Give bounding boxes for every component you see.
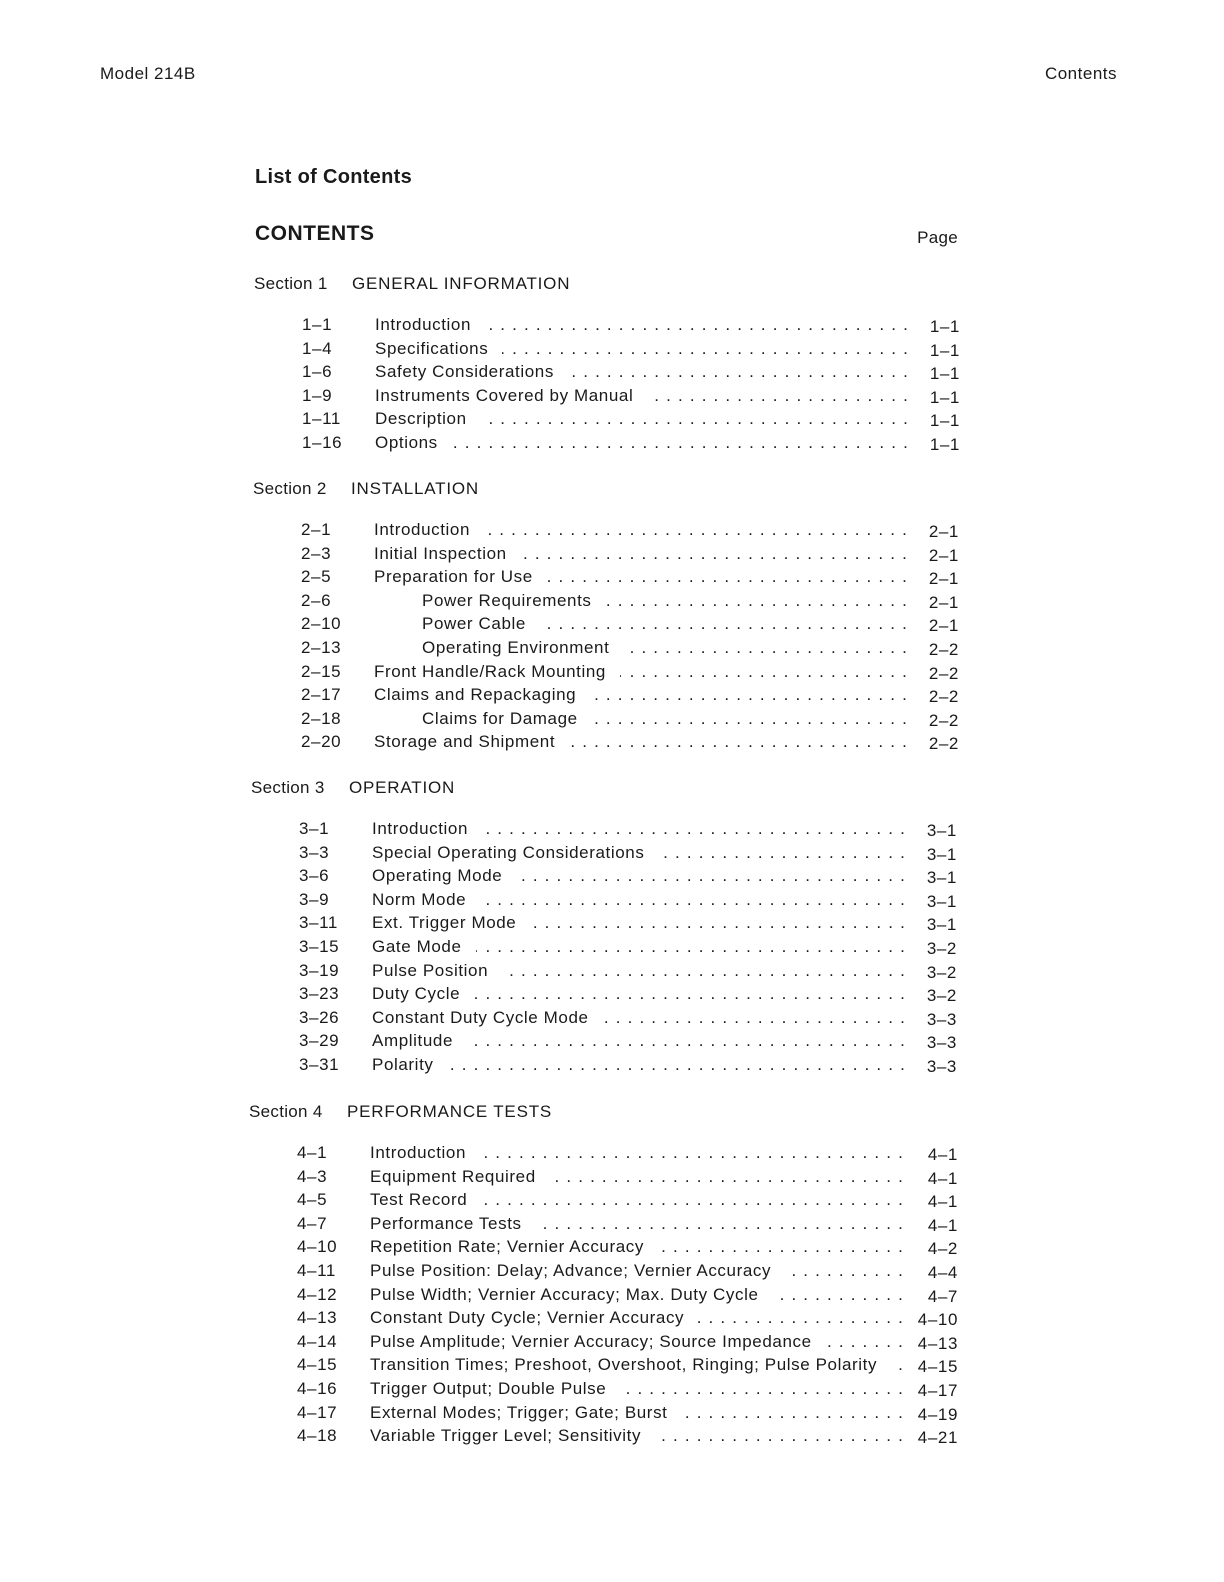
entry-title: Transition Times; Preshoot, Overshoot, Ringing; Pulse Polarity [370,1355,891,1374]
entry-page: 4–1 [927,1215,958,1235]
toc-entry[interactable] [251,961,961,985]
section-performance-tests [249,1102,959,1450]
section-installation [253,479,963,756]
entry-number: 1–9 [302,385,333,405]
toc-entry[interactable] [254,339,964,363]
entry-title: Introduction [374,520,484,539]
entry-number: 1–1 [302,315,333,334]
entry-number: 3–3 [299,842,330,862]
entry-number: 3–6 [299,866,330,886]
toc-entry-list [251,819,961,1079]
entry-title: External Modes; Trigger; Gate; Burst [370,1403,682,1422]
toc-entry[interactable] [249,1237,959,1261]
toc-entry[interactable] [249,1355,959,1379]
toc-entry[interactable] [253,685,963,709]
entry-title: Pulse Position: Delay; Advance; Vernier Accuracy [370,1261,785,1280]
toc-entry[interactable] [251,1008,961,1032]
toc-entry[interactable] [249,1426,959,1450]
entry-page: 4–13 [917,1333,958,1353]
toc-entry[interactable] [249,1403,959,1427]
toc-subentry[interactable] [253,591,963,615]
toc-entry[interactable] [254,315,964,339]
entry-number: 4–14 [297,1331,338,1351]
entry-page: 3–1 [926,844,957,864]
toc-entry[interactable] [253,662,963,686]
section-heading [253,479,963,501]
section-general-information [254,274,964,457]
toc-entry[interactable] [249,1308,959,1332]
toc-entry[interactable] [251,890,961,914]
entry-number: 4–1 [297,1143,328,1162]
entry-title: Pulse Width; Vernier Accuracy; Max. Duty Cycle [370,1285,773,1304]
entry-page: 3–3 [926,1033,957,1053]
entry-number: 2–5 [301,567,332,587]
entry-number: 4–15 [297,1355,338,1375]
entry-title: Introduction [372,819,482,838]
section-heading [251,778,961,800]
toc-entry[interactable] [251,937,961,961]
entry-title: Instruments Covered by Manual [375,386,647,405]
entry-number: 4–18 [297,1426,338,1446]
entry-page: 3–3 [926,1009,957,1029]
entry-page: 4–17 [917,1380,958,1400]
toc-entry[interactable] [249,1214,959,1238]
entry-title: Introduction [370,1143,480,1162]
toc-entry[interactable] [251,1055,961,1079]
entry-page: 1–1 [929,434,960,454]
entry-title: Claims for Damage [422,709,592,728]
toc-entry[interactable] [251,1031,961,1055]
entry-page: 4–1 [927,1192,958,1212]
entry-title: Repetition Rate; Vernier Accuracy [370,1237,658,1256]
entry-page: 4–7 [927,1286,958,1306]
entry-number: 4–12 [297,1284,338,1304]
toc-entry-list [249,1143,959,1450]
entry-number: 2–1 [301,520,332,539]
entry-page: 2–1 [928,592,959,612]
toc-entry[interactable] [249,1285,959,1309]
section-heading [249,1102,959,1124]
entry-title: Initial Inspection [374,544,521,563]
entry-page: 2–2 [928,687,959,707]
entry-number: 4–11 [297,1260,336,1280]
entry-number: 4–13 [297,1308,338,1328]
entry-title: Norm Mode [372,890,480,909]
entry-number: 3–29 [299,1031,340,1051]
entry-title: Claims and Repackaging [374,685,590,704]
entry-title: Ext. Trigger Mode [372,913,530,932]
entry-page: 4–1 [927,1145,958,1164]
entry-number: 4–7 [297,1213,328,1233]
toc-subentry[interactable] [253,709,963,733]
section-label: Section 1 [254,274,328,293]
entry-number: 3–1 [299,819,330,838]
toc-entry[interactable] [249,1261,959,1285]
entry-title: Operating Environment [422,638,623,657]
entry-title: Options [375,433,452,452]
entry-page: 1–1 [929,364,960,384]
entry-page: 2–2 [928,710,959,730]
entry-title: Description [375,409,481,428]
entry-number: 4–5 [297,1190,328,1210]
entry-number: 2–13 [301,637,342,657]
toc-entry[interactable] [249,1190,959,1214]
toc-entry[interactable] [249,1143,959,1167]
header-section-name: Contents [1044,64,1117,83]
entry-number: 1–16 [302,432,343,452]
page-column-heading: Page [917,228,958,247]
entry-number: 3–15 [299,936,340,956]
toc-entry[interactable] [254,362,964,386]
entry-number: 1–11 [302,409,341,429]
toc-entry[interactable] [251,913,961,937]
entry-page: 3–1 [926,915,957,935]
entry-title: Preparation for Use [374,567,547,586]
entry-page: 1–1 [929,387,960,407]
toc-entry-list [254,315,964,457]
entry-title: Storage and Shipment [374,732,569,751]
entry-page: 4–1 [927,1168,958,1188]
entry-page: 4–15 [917,1357,958,1377]
entry-page: 2–2 [928,639,959,659]
entry-number: 3–31 [299,1054,340,1074]
entry-number: 2–10 [301,614,342,634]
section-label: Section 4 [249,1102,323,1121]
toc-entry[interactable] [251,984,961,1008]
entry-page: 1–1 [929,411,960,431]
entry-number: 3–9 [299,889,330,909]
entry-page: 2–2 [928,663,959,683]
section-label: Section 3 [251,778,325,797]
entry-title: Constant Duty Cycle; Vernier Accuracy [370,1308,698,1327]
section-title: INSTALLATION [351,479,479,498]
section-heading [254,274,964,296]
entry-number: 2–3 [301,543,332,563]
entry-page: 2–1 [928,616,959,636]
toc-entry[interactable] [251,866,961,890]
entry-page: 2–1 [928,545,959,565]
entry-title: Power Requirements [422,591,606,610]
entry-title: Equipment Required [370,1167,550,1186]
toc-entry[interactable] [251,819,961,843]
toc-entry[interactable] [253,544,963,568]
entry-page: 4–4 [927,1262,958,1282]
entry-title: Introduction [375,315,485,334]
entry-title: Special Operating Considerations [372,843,658,862]
entry-title: Variable Trigger Level; Sensitivity [370,1426,655,1445]
entry-number: 4–17 [297,1402,338,1422]
entry-page: 4–2 [927,1239,958,1259]
toc-entry[interactable] [253,732,963,756]
entry-number: 3–23 [299,984,340,1004]
entry-number: 2–6 [301,590,332,610]
toc-subentry[interactable] [253,638,963,662]
entry-page: 2–2 [928,734,959,754]
toc-entry[interactable] [253,520,963,544]
entry-title: Performance Tests [370,1214,536,1233]
entry-number: 1–6 [302,362,333,382]
toc-entry[interactable] [249,1167,959,1191]
entry-title: Gate Mode [372,937,476,956]
toc-entry[interactable] [253,567,963,591]
entry-page: 3–3 [926,1056,957,1076]
entry-page: 3–2 [926,938,957,958]
entry-title: Front Handle/Rack Mounting [374,662,620,681]
section-title: GENERAL INFORMATION [352,274,571,293]
entry-number: 4–16 [297,1378,338,1398]
contents-heading: CONTENTS [255,222,375,245]
entry-page: 4–19 [917,1404,958,1424]
entry-page: 3–1 [926,868,957,888]
entry-page: 3–2 [926,986,957,1006]
toc-entry[interactable] [254,386,964,410]
entry-page: 4–10 [917,1310,958,1330]
entry-title: Pulse Amplitude; Vernier Accuracy; Source Impedance [370,1332,826,1351]
entry-page: 3–1 [926,821,957,840]
entry-title: Pulse Position [372,961,502,980]
page-title: List of Contents [255,166,413,188]
entry-number: 4–10 [297,1237,338,1257]
entry-title: Polarity [372,1055,448,1074]
entry-page: 1–1 [929,340,960,360]
entry-title: Test Record [370,1190,481,1209]
entry-title: Trigger Output; Double Pulse [370,1379,620,1398]
entry-page: 2–1 [928,522,959,541]
header-model: Model 214B [100,64,196,83]
section-title: OPERATION [349,778,456,797]
entry-title: Specifications [375,339,502,358]
toc-entry[interactable] [254,433,964,457]
entry-number: 2–18 [301,708,342,728]
toc-subentry[interactable] [253,614,963,638]
entry-number: 4–3 [297,1166,328,1186]
entry-page: 4–21 [917,1428,958,1448]
entry-number: 1–4 [302,338,333,358]
entry-title: Duty Cycle [372,984,474,1003]
section-label: Section 2 [253,479,327,498]
entry-page: 3–2 [926,962,957,982]
entry-title: Operating Mode [372,866,516,885]
entry-page: 2–1 [928,569,959,589]
entry-number: 2–17 [301,685,342,705]
toc-entry-list [253,520,963,756]
entry-number: 2–20 [301,732,342,752]
entry-number: 3–26 [299,1007,340,1027]
entry-page: 3–1 [926,891,957,911]
section-operation [251,778,961,1079]
toc-entry[interactable] [249,1379,959,1403]
entry-title: Safety Considerations [375,362,568,381]
entry-title: Amplitude [372,1031,467,1050]
entry-page: 1–1 [929,317,960,336]
toc-entry[interactable] [249,1332,959,1356]
toc-entry[interactable] [251,843,961,867]
entry-number: 3–11 [299,913,338,933]
entry-number: 2–15 [301,661,342,681]
entry-title: Power Cable [422,614,540,633]
section-title: PERFORMANCE TESTS [347,1102,553,1121]
contents-heading-row [255,222,958,252]
entry-number: 3–19 [299,960,340,980]
toc-entry[interactable] [254,409,964,433]
entry-title: Constant Duty Cycle Mode [372,1008,603,1027]
